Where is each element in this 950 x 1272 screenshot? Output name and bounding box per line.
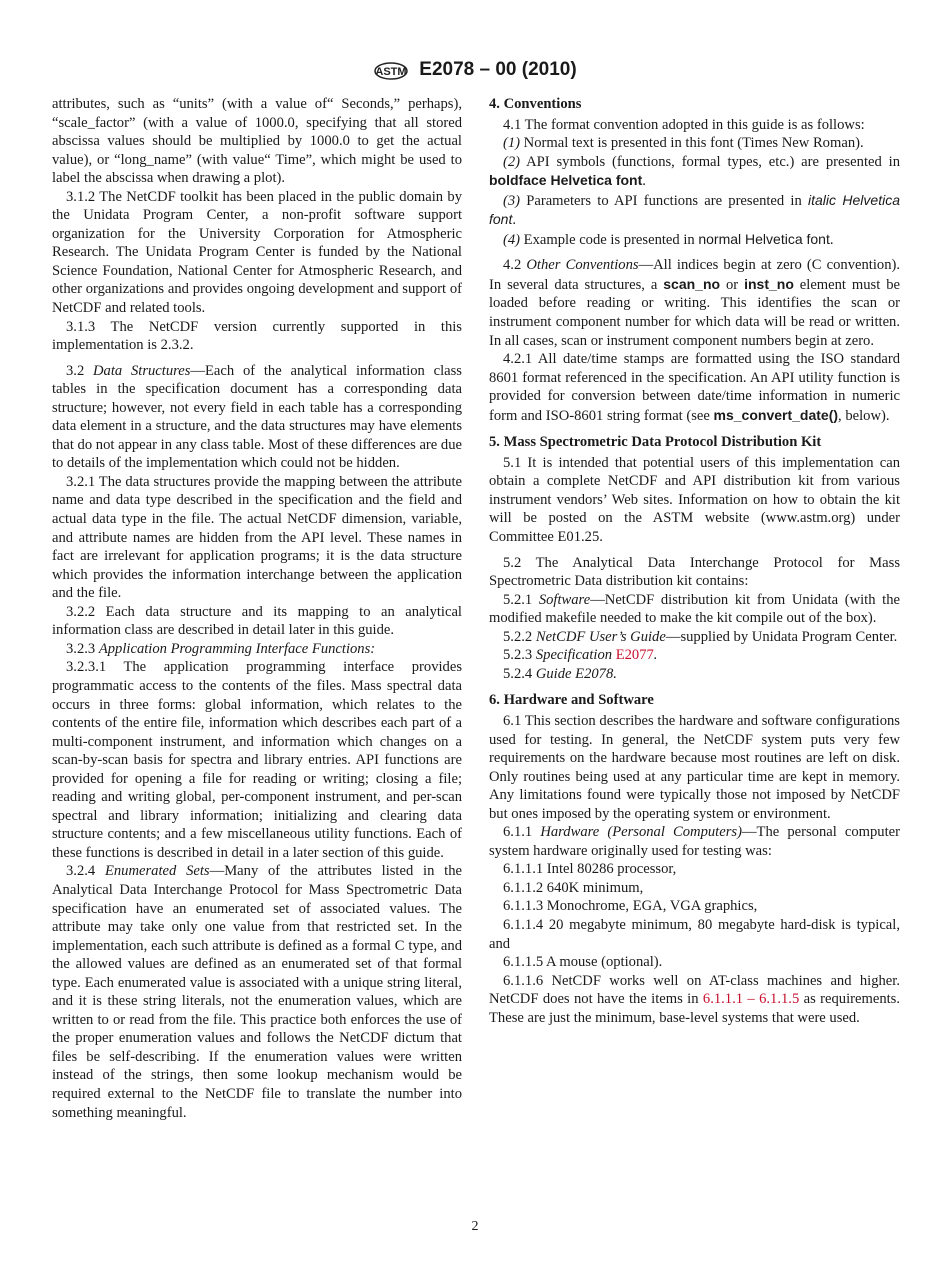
paragraph: [489, 897, 900, 916]
text-run: Specification: [535, 647, 616, 664]
paragraph: [52, 362, 462, 473]
text-run: ms_convert_date(): [713, 406, 839, 423]
right-column: [489, 95, 900, 1027]
text-run: 4.2.1 All date/time stamps are formatted using the ISO standard 8601 format referenced in the specification. An API utility function is provided for conversion between date/time information in numeric form and ISO-8601 string format (see: [489, 351, 900, 424]
paragraph: [489, 230, 900, 250]
paragraph: [489, 860, 900, 879]
text-run: (4): [503, 231, 521, 248]
text-run: —NetCDF distribution kit from Unidata (with the modified makefile needed to make the kit compile out of the box).: [489, 591, 900, 627]
text-run: .: [512, 212, 517, 229]
paragraph: [489, 153, 900, 191]
paragraph: [489, 823, 900, 860]
paragraph: [489, 134, 900, 153]
text-run: 3.1.3 The NetCDF version currently supported in this implementation is 2.3.2.: [52, 318, 462, 354]
paragraph: [489, 972, 900, 1028]
section-heading: [489, 691, 900, 710]
paragraph: [489, 712, 900, 823]
text-run: —Each of the analytical information class tables in the specification document has a corresponding data structure; however, not every field in each table has a corresponding data element in a structure, and the data structures may have elements that do not appear in any class table. Most of these differences are due to details of the implementation which could not be hidden.: [52, 362, 462, 472]
astm-logo-icon: [373, 56, 409, 84]
text-run: 3.1.2 The NetCDF toolkit has been placed in the public domain by the Unidata Program Center, a non-profit software support organization for the University Corporation for Atmospheric Research. The Unidata Program Center is funded by the National Science Foundation, National Center for Atmospheric Research, and other organizations and provides ongoing development and support of NetCDF and related tools.: [52, 188, 462, 317]
text-run: 4. Conventions: [489, 96, 582, 112]
text-run: (3): [503, 192, 521, 209]
text-run: 6.1.1.4 20 megabyte minimum, 80 megabyte hard-disk is typical, and: [489, 916, 900, 952]
text-run: 5. Mass Spectrometric Data Protocol Distribution Kit: [489, 434, 822, 451]
text-run: 3.2.2 Each data structure and its mapping to an analytical information class are described in detail later in this guide.: [52, 603, 462, 639]
text-run: .: [829, 231, 834, 248]
text-run: attributes, such as “units” (with a value of“ Seconds,” perhaps), “scale_factor” (with a value of 1000.0, specifying that all stored abscissa values should be multiplied by 1000.0 to get the actual value), or “long_name” (with value“ Time”, which might be used to label the abscissa when drawing a plot).: [52, 96, 462, 187]
paragraph: [52, 95, 462, 188]
text-run: —supplied by Unidata Program Center.: [665, 628, 898, 645]
text-run: 5.2.1: [503, 591, 539, 608]
text-run: 3.2.4: [66, 863, 105, 880]
text-run: 5.2.3: [503, 647, 536, 664]
text-run: 4.1 The format convention adopted in this guide is as follows:: [503, 116, 865, 133]
text-run: 6.1.1: [503, 824, 541, 841]
text-run: italic Helvetica font: [489, 191, 900, 228]
text-run: 6.1.1.1 Intel 80286 processor,: [503, 861, 677, 878]
paragraph: [52, 473, 462, 603]
text-run: 6.1.1.6 NetCDF works well on AT-class machines and higher. NetCDF does not have the items in: [489, 972, 900, 1008]
text-run: 5.1 It is intended that potential users of this implementation can obtain a complete NetCDF and API distribution kit from various instrument vendors’ Web sites. Information on how to obtain the kit will be posted on the ASTM website (www.astm.org) under Committee E01.25.: [489, 454, 900, 546]
text-run: —All indices begin at zero (C convention). In several data structures, a: [489, 257, 900, 293]
text-run: 6.1.1.3 Monochrome, EGA, VGA graphics,: [503, 898, 758, 915]
paragraph: [489, 879, 900, 898]
paragraph: [52, 862, 462, 1122]
paragraph: [52, 318, 462, 355]
text-run: , below).: [838, 407, 890, 424]
text-run: scan_no: [663, 275, 721, 292]
paragraph: [52, 603, 462, 640]
text-run: Enumerated Sets: [104, 863, 210, 880]
text-run: —The personal computer system hardware originally used for testing was:: [489, 824, 900, 859]
section-heading: [489, 95, 900, 114]
text-run: .: [653, 647, 658, 664]
text-run: 3.2.3: [66, 640, 99, 657]
text-run: normal Helvetica font: [698, 230, 830, 247]
page-header: [0, 56, 950, 84]
text-run: 4.2: [503, 257, 527, 274]
cross-reference-link[interactable]: E2077: [615, 647, 654, 664]
text-run: (2): [503, 153, 521, 170]
text-run: 3.2: [66, 362, 94, 379]
paragraph: [489, 628, 900, 647]
paragraph: [489, 454, 900, 547]
text-run: element must be loaded before reading or writing. This identifies the scan or instrument component number for which data will be read or written. In all cases, scan or instrument component numbers begin at zero.: [489, 276, 900, 349]
paragraph: [489, 916, 900, 953]
section-heading: [489, 433, 900, 452]
paragraph: [489, 256, 900, 350]
paragraph: [52, 658, 462, 862]
text-run: NetCDF User’s Guide: [535, 628, 666, 645]
document-designation: E2078 – 00 (2010): [419, 59, 577, 80]
paragraph: [52, 640, 462, 659]
text-run: inst_no: [744, 275, 794, 292]
text-run: Parameters to API functions are presented in: [520, 192, 808, 209]
paragraph: [489, 646, 900, 665]
text-run: 5.2.4: [503, 665, 536, 682]
svg-text:ASTM: ASTM: [375, 66, 407, 78]
left-column: [52, 95, 462, 1122]
text-run: —Many of the attributes listed in the Analytical Data Interchange Protocol for Mass Spectrometric Data specification have an enumerated set of associated values. The attribute may take only one value from that restricted set. In the implementation, each such attribute is defined as a formal C type, and the allowed values are defined as an enumerated set of that formal type. Each enumerated value is associated with a unique string literal, and it is these string literals, not the enumeration values, which are written to or read from the file. This practice both enforces the use of the proper enumeration values and follows the NetCDF dictum that files be self-describing. If the enumeration values were written instead of the strings, then some lookup mechanism would be required external to the NetCDF file to translate the number into something meaningful.: [52, 863, 462, 1121]
text-run: Application Programming Interface Functions:: [98, 640, 376, 657]
text-run: 6.1.1.2 640K minimum,: [503, 879, 644, 896]
text-run: (1): [503, 135, 521, 152]
cross-reference-link[interactable]: 6.1.1.1 – 6.1.1.5: [702, 991, 800, 1008]
paragraph: [489, 350, 900, 425]
text-run: 5.2.2: [503, 628, 536, 645]
text-run: 5.2 The Analytical Data Interchange Protocol for Mass Spectrometric Data distribution kit contains:: [489, 554, 900, 590]
text-run: or: [720, 276, 745, 293]
text-run: 3.2.1 The data structures provide the mapping between the attribute name and data type described in the specification and the field and actual data type in the file. The actual NetCDF dimension, variable, and attribute names are hidden from the API level. These names in fact are irrelevant for application programs; it is the data structure which provides the information interchange between the application and the file.: [52, 473, 462, 602]
text-run: Data Structures: [93, 362, 191, 379]
text-run: Example code is presented in: [520, 231, 699, 248]
text-run: API symbols (functions, formal types, etc.) are presented in: [520, 153, 900, 170]
text-run: as requirements. These are just the minimum, base-level systems that were used.: [489, 991, 901, 1026]
paragraph: [489, 591, 900, 628]
text-run: 6.1 This section describes the hardware and software configurations used for testing. In general, the NetCDF system puts very few requirements on the hardware because most routines are left on disk. Only routines being used at any particular time are kept in memory. Any limitations found were typically those not imposed by NetCDF but ones imposed by the operating system or environment.: [489, 712, 900, 822]
text-run: .: [642, 173, 646, 190]
text-run: Hardware (Personal Computers): [540, 824, 742, 841]
text-run: 6.1.1.5 A mouse (optional).: [503, 954, 663, 971]
paragraph: [489, 116, 900, 135]
text-run: boldface Helvetica font: [489, 172, 643, 189]
paragraph: [489, 191, 900, 230]
text-run: Normal text is presented in this font (Times New Roman).: [520, 135, 864, 152]
page-number: 2: [471, 1219, 479, 1234]
text-run: Other Conventions: [526, 257, 639, 274]
paragraph: [489, 665, 900, 684]
text-run: 6. Hardware and Software: [489, 692, 654, 709]
paragraph: [489, 554, 900, 591]
text-run: Software: [538, 591, 591, 608]
paragraph: [52, 188, 462, 318]
paragraph: [489, 953, 900, 972]
text-run: 3.2.3.1 The application programming interface provides programmatic access to the contents of the files. Mass spectral data occurs in three forms: global information, which relates to the contents of the entire file, information which describes each part of a multi-component instrument, and information which changes on a scan-by-scan basis for spectra and library entries. API functions are provided for opening a file for reading or writing; closing a file; reading and writing global, per-component instrument, and per-scan spectral and library information; initializing and clearing data structure contents; and a few miscellaneous utility functions. Each of these functions is described in detail in a later section of this guide.: [52, 659, 462, 861]
text-run: Guide E2078.: [535, 665, 617, 682]
